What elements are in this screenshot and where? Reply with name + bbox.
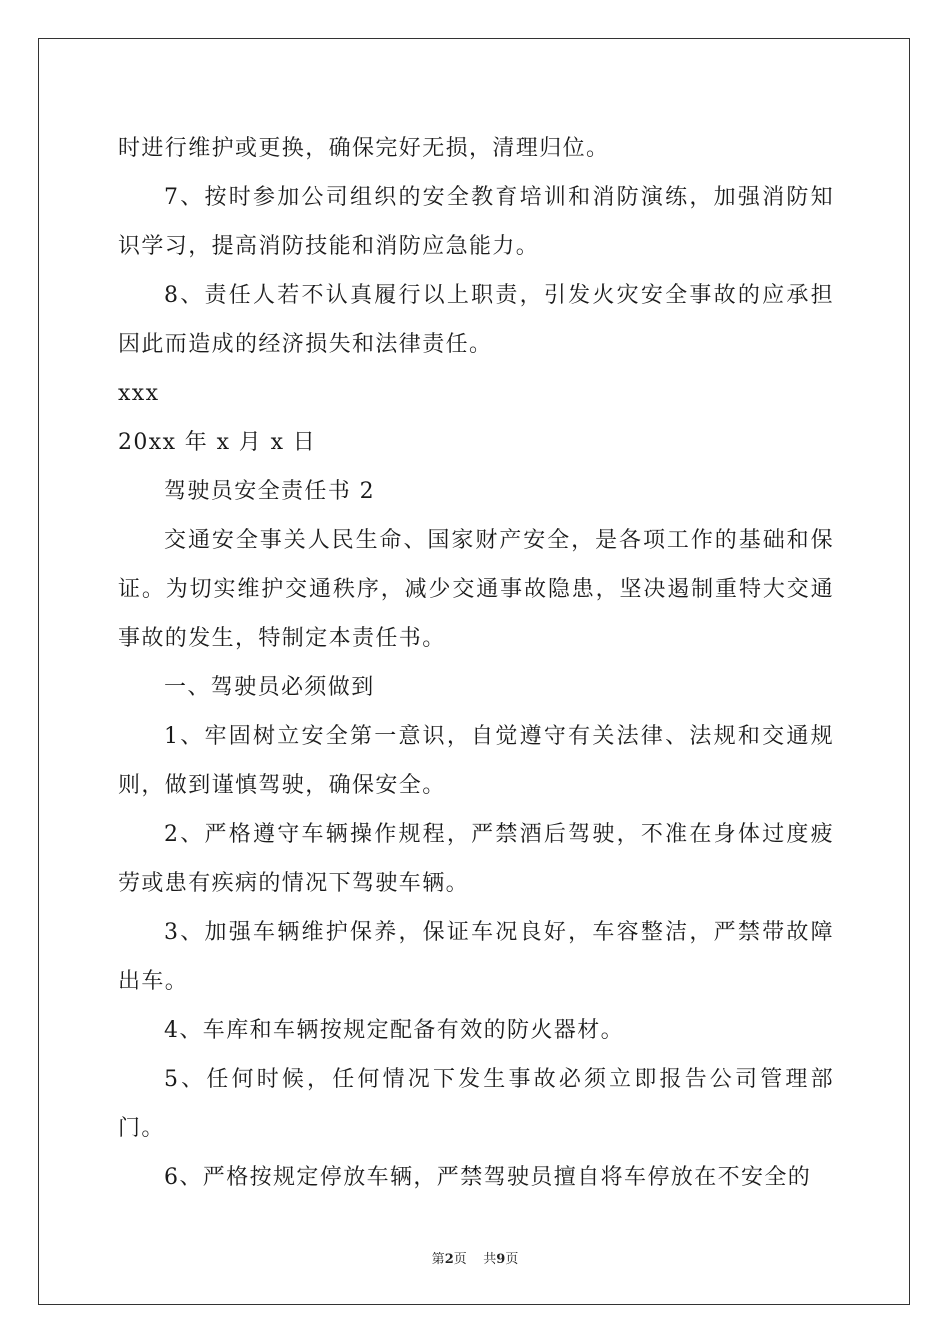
paragraph: 7、按时参加公司组织的安全教育培训和消防演练，加强消防知识学习，提高消防技能和消防应急能力。 (118, 185, 834, 259)
footer-mid: 页 共 (453, 1252, 497, 1267)
paragraph: 5、任何时候，任何情况下发生事故必须立即报告公司管理部门。 (118, 1067, 834, 1141)
signature-name: xxx (118, 381, 160, 406)
document-body (118, 124, 834, 1202)
paragraph: 8、责任人若不认真履行以上职责，引发火灾安全事故的应承担因此而造成的经济损失和法律责任。 (118, 283, 834, 357)
paragraph: 4、车库和车辆按规定配备有效的防火器材。 (164, 1018, 624, 1043)
paragraph: 3、加强车辆维护保养，保证车况良好，车容整洁，严禁带故障出车。 (118, 920, 834, 994)
paragraph: 2、严格遵守车辆操作规程，严禁酒后驾驶，不准在身体过度疲劳或患有疾病的情况下驾驶车辆。 (118, 822, 834, 896)
section-title: 驾驶员安全责任书 2 (164, 479, 375, 504)
paragraph: 交通安全事关人民生命、国家财产安全，是各项工作的基础和保证。为切实维护交通秩序，减少交通事故隐患，坚决遏制重特大交通事故的发生，特制定本责任书。 (118, 528, 834, 651)
current-page-number: 2 (444, 1252, 454, 1267)
page-footer (0, 1248, 950, 1267)
total-pages-number: 9 (496, 1252, 506, 1267)
signature-date: 20xx 年 x 月 x 日 (118, 430, 317, 455)
paragraph: 时进行维护或更换，确保完好无损，清理归位。 (118, 136, 610, 161)
footer-prefix: 第 (431, 1252, 445, 1267)
paragraph: 1、牢固树立安全第一意识，自觉遵守有关法律、法规和交通规则，做到谨慎驾驶，确保安全。 (118, 724, 834, 798)
footer-suffix: 页 (505, 1252, 519, 1267)
subsection-heading: 一、驾驶员必须做到 (164, 675, 375, 700)
paragraph: 6、严格按规定停放车辆，严禁驾驶员擅自将车停放在不安全的 (164, 1165, 812, 1190)
